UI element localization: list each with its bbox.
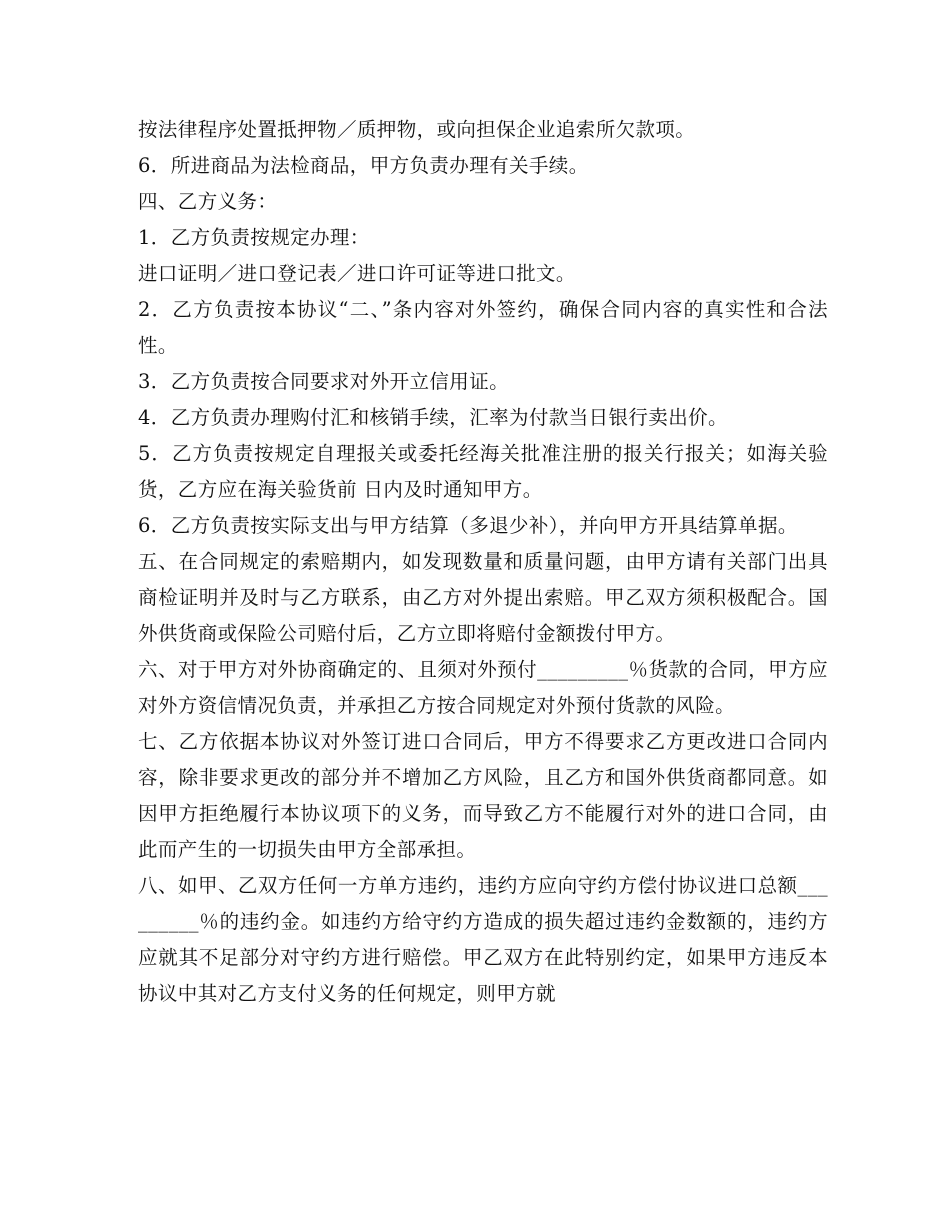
document-body [138, 112, 828, 1012]
section-seven-contract-changes: 七、乙方依据本协议对外签订进口合同后，甲方不得要求乙方更改进口合同内容，除非要求更改的部分并不增加乙方风险，且乙方和国外供货商都同意。如因甲方拒绝履行本协议项下的义务，而导致乙方不能履行对外的进口合同，由此而产生的一切损失由甲方全部承担。 [138, 730, 828, 861]
paragraph-b-1-detail: 进口证明／进口登记表／进口许可证等进口批文。 [138, 262, 576, 285]
paragraph-legal-inspection: 6．所进商品为法检商品，甲方负责办理有关手续。 [138, 154, 589, 177]
paragraph-b-5: 5．乙方负责按规定自理报关或委托经海关批准注册的报关行报关；如海关验货，乙方应在海关验货前 日内及时通知甲方。 [138, 442, 828, 501]
section-six-prepayment: 六、对于甲方对外协商确定的、且须对外预付_________％货款的合同，甲方应对外方资信情况负责，并承担乙方按合同规定对外预付货款的风险。 [138, 658, 828, 717]
section-heading-party-b-obligations: 四、乙方义务： [138, 190, 278, 213]
paragraph-b-4: 4．乙方负责办理购付汇和核销手续，汇率为付款当日银行卖出价。 [138, 406, 728, 429]
paragraph-collateral-disposal: 按法律程序处置抵押物／质押物，或向担保企业追索所欠款项。 [138, 118, 696, 141]
paragraph-b-3: 3．乙方负责按合同要求对外开立信用证。 [138, 370, 510, 393]
paragraph-b-1: 1．乙方负责按规定办理： [138, 226, 370, 249]
section-eight-breach: 八、如甲、乙双方任何一方单方违约，违约方应向守约方偿付协议进口总额_________％的违约金。如违约方给守约方造成的损失超过违约金数额的，违约方应就其不足部分对守约方进行赔偿。甲乙双方在此特别约定，如果甲方违反本协议中其对乙方支付义务的任何规定，则甲方就 [138, 874, 828, 1005]
paragraph-b-2: 2．乙方负责按本协议“二、”条内容对外签约，确保合同内容的真实性和合法性。 [138, 298, 828, 357]
paragraph-b-6: 6．乙方负责按实际支出与甲方结算（多退少补），并向甲方开具结算单据。 [138, 514, 798, 537]
section-five-claims: 五、在合同规定的索赔期内，如发现数量和质量问题，由甲方请有关部门出具商检证明并及时与乙方联系，由乙方对外提出索赔。甲乙双方须积极配合。国外供货商或保险公司赔付后，乙方立即将赔付金额拨付甲方。 [138, 550, 828, 645]
